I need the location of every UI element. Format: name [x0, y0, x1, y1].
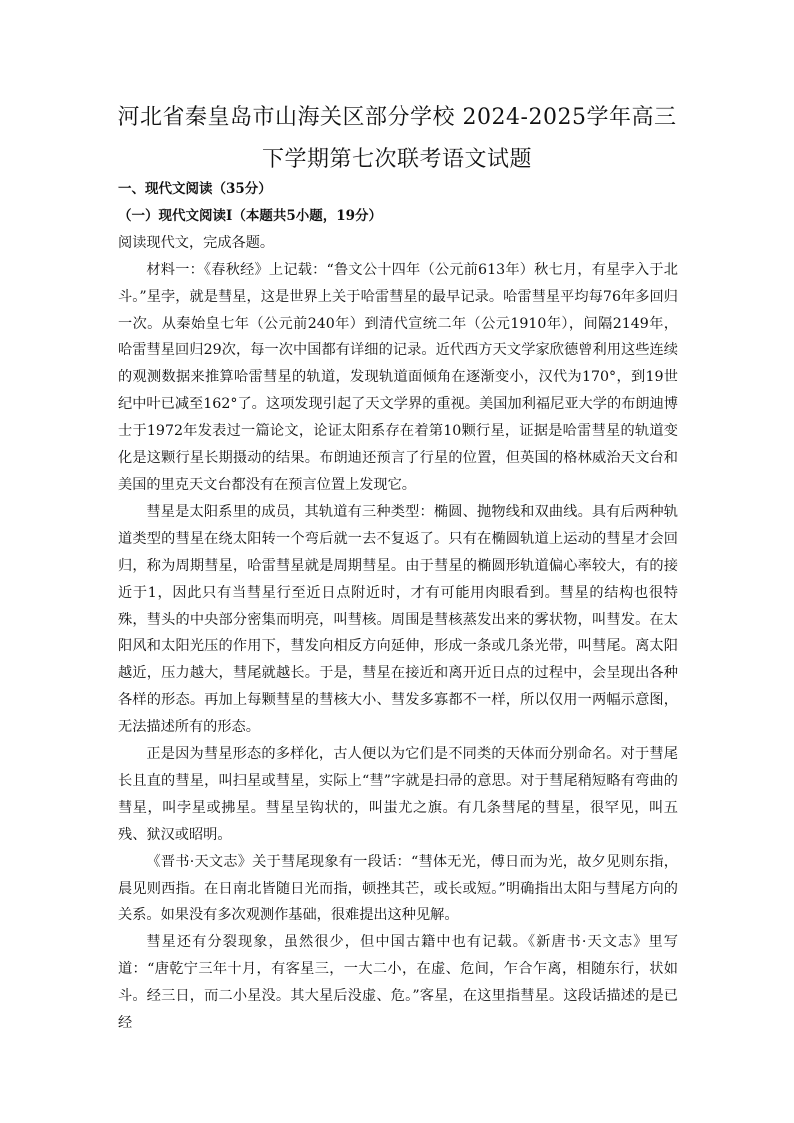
- paragraph: 彗星还有分裂现象，虽然很少，但中国古籍中也有记载。《新唐书·天文志》里写道：“唐乾宁三年十月，有客星三，一大二小，在虚、危间，乍合乍离，相随东行，状如斗。经三日，而二小星没。其大星后没虚、危。”客星，在这里指彗星。这段话描述的是已经: [118, 934, 678, 1032]
- paragraph: 正是因为彗星形态的多样化，古人便以为它们是不同类的天体而分别命名。对于彗尾长且直的彗星，叫扫星或彗星，实际上“彗”字就是扫帚的意思。对于彗尾稍短略有弯曲的彗星，叫孛星或拂星。彗星呈钩状的，叫蚩尤之旗。有几条彗尾的彗星，很罕见，叫五残、狱汉或昭明。: [118, 746, 678, 843]
- document-title-line-2: 下学期第七次联考语文试题: [261, 147, 532, 172]
- instruction-text: 阅读现代文，完成各题。: [118, 234, 275, 251]
- paragraph: 材料一：《春秋经》上记载：“鲁文公十四年（公元前613年）秋七月，有星孛入于北斗。”星孛，就是彗星，这是世界上关于哈雷彗星的最早记录。哈雷彗星平均每76年多回归一次。从秦始皇七年（公元前240年）到清代宣统二年（公元1910年），间隔2149年，哈雷彗星回归29次，每一次中国都有详细的记录。近代西方天文学家欣德曾利用这些连续的观测数据来推算哈雷彗星的轨道，发现轨道面倾角在逐渐变小，汉代为170°，到19世纪中叶已减至162°了。这项发现引起了天文学界的重视。美国加利福尼亚大学的布朗迪博士于1972年发表过一篇论文，论证太阳系存在着第10颗行星，证据是哈雷彗星的轨道变化是这颗行星长期摄动的结果。布朗迪还预言了行星的位置，但英国的格林威治天文台和美国的里克天文台都没有在预言位置上发现它。: [118, 261, 678, 493]
- paragraph: 《晋书·天文志》关于彗尾现象有一段话：“彗体无光，傅日而为光，故夕见则东指，晨见则西指。在日南北皆随日光而指，顿挫其芒，或长或短。”明确指出太阳与彗尾方向的关系。如果没有多次观测作基础，很难提出这种见解。: [118, 853, 678, 924]
- subsection-heading: （一）现代文阅读Ⅰ（本题共5小题，19分）: [118, 207, 382, 224]
- section-heading: 一、现代文阅读（35分）: [118, 181, 272, 197]
- paragraph: 彗星是太阳系里的成员，其轨道有三种类型：椭圆、抛物线和双曲线。具有后两种轨道类型的彗星在绕太阳转一个弯后就一去不复返了。只有在椭圆轨道上运动的彗星才会回归，称为周期彗星，哈雷彗星就是周期彗星。由于彗星的椭圆形轨道偏心率较大，有的接近于1，因此只有当彗星行至近日点附近时，才有可能用肉眼看到。彗星的结构也很特殊，彗头的中央部分密集而明亮，叫彗核。周围是彗核蒸发出来的雾状物，叫彗发。在太阳风和太阳光压的作用下，彗发向相反方向延伸，形成一条或几条光带，叫彗尾。离太阳越近，压力越大，彗尾就越长。于是，彗星在接近和离开近日点的过程中，会呈现出各种各样的形态。再加上每颗彗星的彗核大小、彗发多寡都不一样，所以仅用一两幅示意图，无法描述所有的形态。: [118, 503, 678, 736]
- document-body: [118, 176, 678, 1037]
- document-title-line-1: 河北省秦皇岛市山海关区部分学校 2024-2025学年高三: [117, 105, 677, 130]
